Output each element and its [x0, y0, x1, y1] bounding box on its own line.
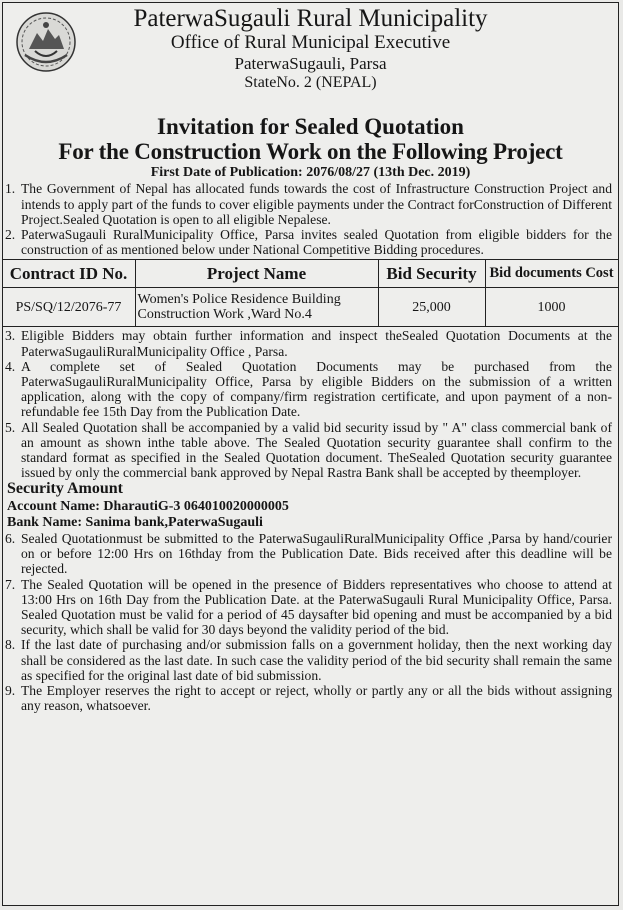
clause-text: The Sealed Quotation will be opened in the presence of Bidders representatives who choose to attend at 13:00 Hrs on 16th Day from the Publication Date. at the PaterwaSugauli Rural Municipality Office, Parsa. Sealed Quotation must be valid for a period of 45 daysafter bid opening and must be accompanied by a bid security, which shall be valid for 30 days beyond the validity period of the bid.	[21, 576, 612, 638]
publication-date: First Date of Publication: 2076/08/27 (13th Dec. 2019)	[150, 164, 471, 180]
account-name: Account Name: DharautiG-3 064010020000005	[7, 498, 289, 514]
clause-list-mid	[3, 328, 618, 480]
clause-number: 6.	[5, 531, 16, 547]
office-location: PaterwaSugauli, Parsa	[234, 54, 387, 74]
clause-number: 8.	[5, 637, 16, 653]
clause-item	[3, 637, 612, 683]
clause-item	[3, 420, 612, 481]
clause-item	[3, 328, 612, 358]
clause-item	[3, 577, 612, 638]
table-header-row	[2, 260, 618, 288]
project-name-line: Women's Police Residence Building	[137, 292, 341, 308]
clause-text: Sealed Quotationmust be submitted to the PaterwaSugauliRuralMunicipality Office ,Parsa by hand/courier on or before 12:00 Hrs on 16thday from the Publication Date. Bids received after this deadline will be rejected.	[21, 531, 612, 577]
contract-table	[2, 259, 619, 327]
clause-text: All Sealed Quotation shall be accompanied by a valid bid security issud by " A" class commercial bank of an amount as shown inthe table above. The Sealed Quotation security guarantee shall confirm to the standard format as specified in the Sealed Quotation document. TheSealed Quotation security guarantee issued by only the commercial bank approved by Nepal Rastra Bank shall be accepted by theemployer.	[21, 419, 612, 481]
clause-text: Eligible Bidders may obtain further information and inspect theSealed Quotation Documents at the PaterwaSugauliRuralMunicipality Office , Parsa.	[21, 328, 612, 359]
header-doc-cost: Bid documents Cost	[485, 260, 618, 288]
header-bid-security: Bid Security	[378, 260, 485, 288]
cell-contract-id: PS/SQ/12/2076-77	[2, 288, 135, 327]
state-label: StateNo. 2 (NEPAL)	[244, 74, 377, 92]
clause-number: 4.	[5, 358, 16, 374]
clause-number: 9.	[5, 683, 16, 699]
clause-number: 1.	[5, 181, 16, 197]
clause-number: 2.	[5, 227, 16, 242]
clause-number: 7.	[5, 576, 16, 592]
clause-text: The Employer reserves the right to accept or reject, wholly or partly any or all the bids without assigning any reason, whatsoever.	[21, 683, 612, 714]
security-amount-heading: Security Amount	[7, 480, 123, 498]
header-project-name: Project Name	[135, 260, 378, 288]
header-contract-id: Contract ID No.	[2, 260, 135, 288]
clause-number: 3.	[5, 328, 16, 344]
municipality-name: PaterwaSugauli Rural Municipality	[133, 5, 488, 32]
nepal-government-emblem-icon	[15, 11, 77, 73]
clause-text: If the last date of purchasing and/or submission falls on a government holiday, then the next working day shall be considered as the last date. In such case the validity period of the bid security shall remain the same as specified for the original last date of bid submission.	[21, 637, 612, 683]
notice-subtitle: For the Construction Work on the Following Project	[58, 139, 563, 165]
bank-name: Bank Name: Sanima bank,PaterwaSugauli	[7, 514, 263, 530]
clause-item	[3, 683, 612, 713]
notice-title: Invitation for Sealed Quotation	[157, 114, 464, 139]
cell-doc-cost: 1000	[485, 288, 618, 327]
notice-header	[3, 3, 618, 115]
notice-document	[2, 2, 619, 906]
clause-text: A complete set of Sealed Quotation Documents may be purchased from the PaterwaSugauliRuralMunicipality Office, Parsa by eligible Bidders on the submission of a written application, along with the copy of company/firm registration certificate, and upon payment of a non-refundable fee 15th Day from the Publication Date.	[21, 358, 612, 420]
cell-bid-security: 25,000	[378, 288, 485, 327]
clause-item	[3, 227, 612, 257]
clause-text: The Government of Nepal has allocated funds towards the cost of Infrastructure Construction Project and intends to apply part of the funds to cover eligible payments under the Contract forConstruction of Different Project.Sealed Quotation is open to all eligible Nepalese.	[21, 181, 612, 227]
project-name-line: Construction Work ,Ward No.4	[137, 307, 312, 323]
table-row	[2, 288, 618, 327]
clause-text: PaterwaSugauli RuralMunicipality Office, Parsa invites sealed Quotation from eligible bidders for the construction of as mentioned below under National Competitive Bidding procedures.	[21, 227, 612, 258]
clause-item	[3, 181, 612, 227]
clause-number: 5.	[5, 419, 16, 435]
clause-item	[3, 359, 612, 420]
clause-list-top	[3, 181, 618, 257]
cell-project-name	[135, 288, 378, 327]
office-name: Office of Rural Municipal Executive	[170, 32, 451, 54]
clause-list-bottom	[3, 531, 618, 713]
clause-item	[3, 531, 612, 577]
